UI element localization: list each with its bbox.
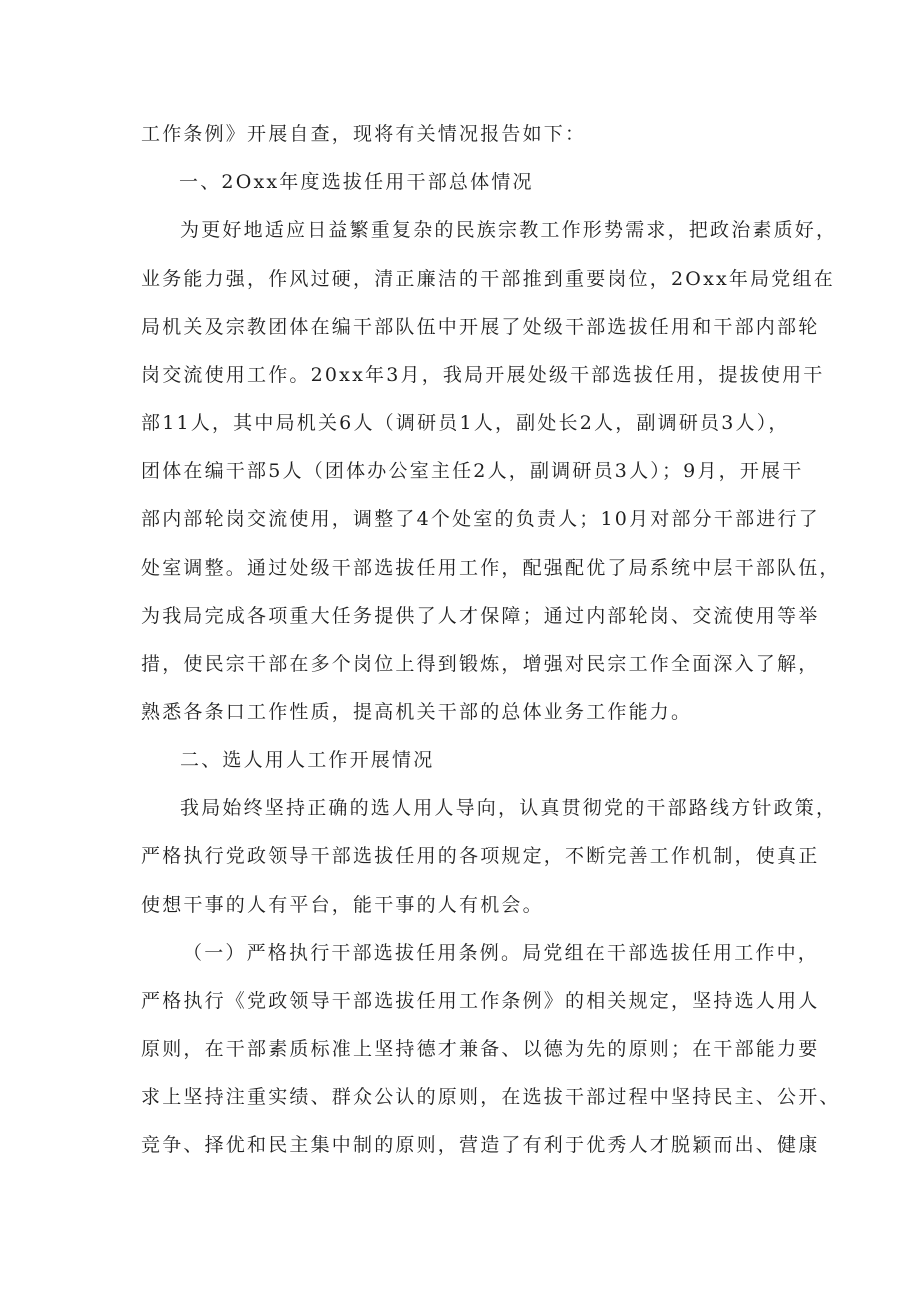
section-heading: 二、选人用人工作开展情况 bbox=[180, 749, 435, 771]
text-line: 部11人，其中局机关6人（调研员1人，副处长2人，副调研员3人）， bbox=[141, 412, 790, 434]
text-line: 熟悉各条口工作性质，提高机关干部的总体业务工作能力。 bbox=[141, 701, 693, 723]
section-heading: 一、2Oxx年度选拔任用干部总体情况 bbox=[179, 171, 534, 193]
text-line: 部内部轮岗交流使用，调整了4个处室的负责人；10月对部分干部进行了 bbox=[141, 508, 820, 530]
text-line: 严格执行《党政领导干部选拔任用工作条例》的相关规定，坚持选人用人 bbox=[141, 990, 820, 1012]
text-line: 处室调整。通过处级干部选拔任用工作，配强配优了局系统中层干部队伍， bbox=[141, 557, 841, 579]
text-line: 我局始终坚持正确的选人用人导向，认真贯彻党的干部路线方针政策， bbox=[180, 797, 838, 819]
text-line: 措，使民宗干部在多个岗位上得到锻炼，增强对民宗工作全面深入了解， bbox=[141, 653, 820, 675]
text-line: 团体在编干部5人（团体办公室主任2人，副调研员3人）；9月，开展干 bbox=[141, 460, 804, 482]
text-line: 工作条例》开展自查，现将有关情况报告如下： bbox=[141, 123, 587, 145]
text-line: 求上坚持注重实绩、群众公认的原则，在选拔干部过程中坚持民主、公开、 bbox=[141, 1086, 841, 1108]
subsection-line: （一）严格执行干部选拔任用条例。局党组在干部选拔任用工作中， bbox=[183, 942, 820, 964]
text-line: 局机关及宗教团体在编干部队伍中开展了处级干部选拔任用和干部内部轮 bbox=[141, 316, 820, 338]
text-line: 为更好地适应日益繁重复杂的民族宗教工作形势需求，把政治素质好， bbox=[180, 219, 838, 241]
text-line: 严格执行党政领导干部选拔任用的各项规定，不断完善工作机制，使真正 bbox=[141, 845, 820, 867]
text-line: 岗交流使用工作。20xx年3月，我局开展处级干部选拔任用，提拔使用干 bbox=[141, 364, 825, 386]
text-line: 业务能力强，作风过硬，清正廉洁的干部推到重要岗位，2Oxx年局党组在 bbox=[141, 268, 835, 290]
text-line: 为我局完成各项重大任务提供了人才保障；通过内部轮岗、交流使用等举 bbox=[141, 605, 820, 627]
text-line: 使想干事的人有平台，能干事的人有机会。 bbox=[141, 894, 544, 916]
text-line: 原则，在干部素质标准上坚持德才兼备、以德为先的原则；在干部能力要 bbox=[141, 1038, 820, 1060]
text-line: 竞争、择优和民主集中制的原则，营造了有利于优秀人才脱颖而出、健康 bbox=[141, 1134, 820, 1156]
